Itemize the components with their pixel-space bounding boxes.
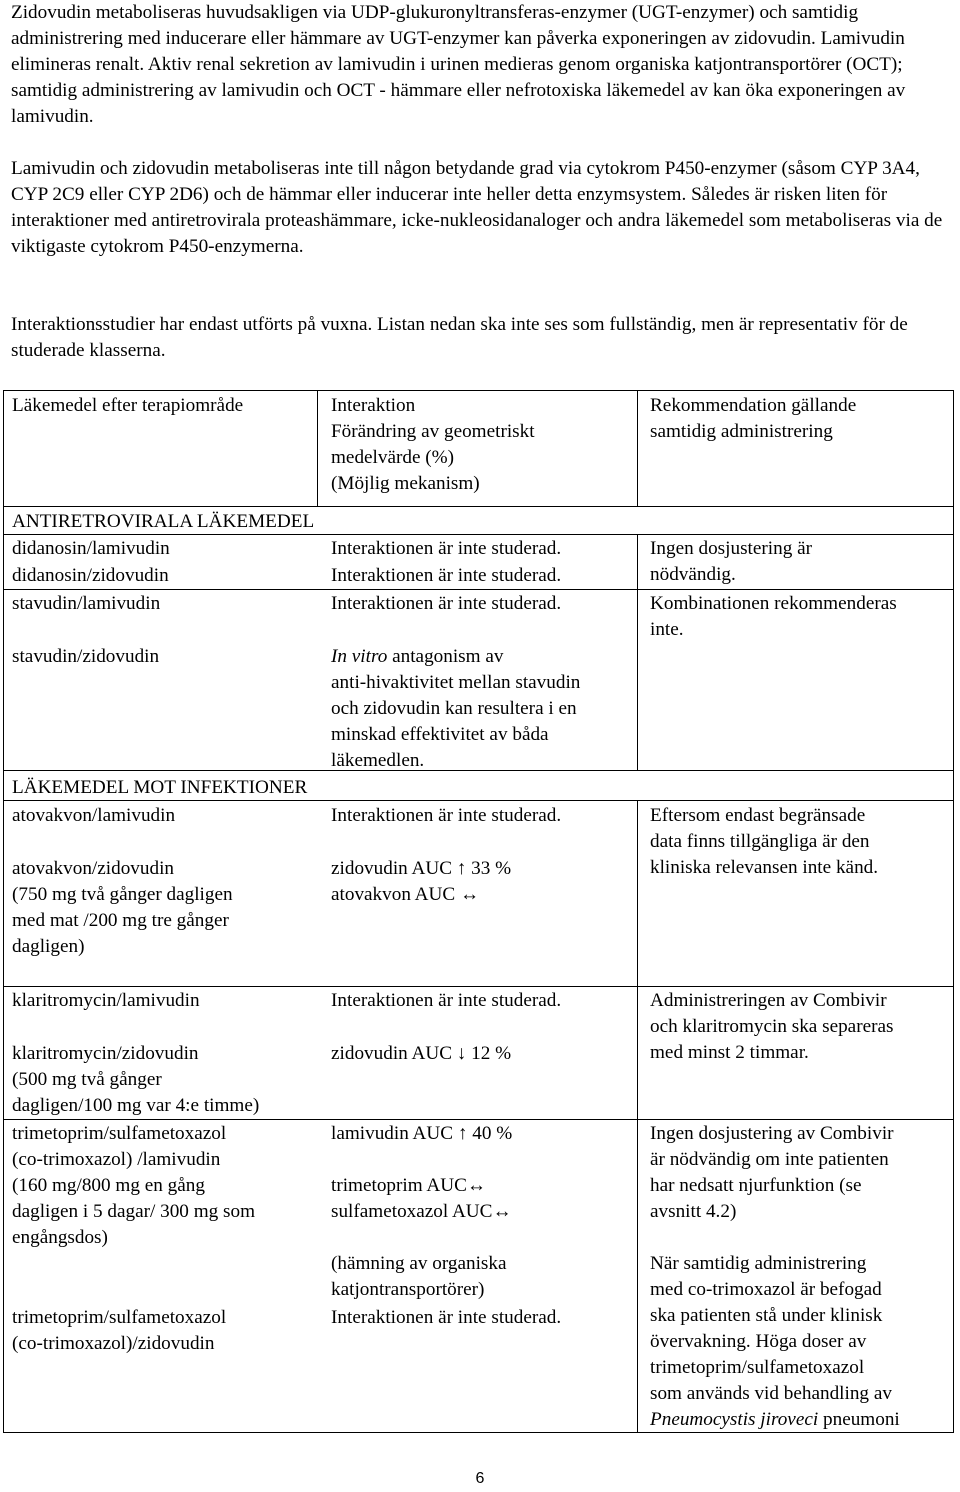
header-interaction-line: medelvärde (%): [331, 447, 455, 468]
interaction-cell: [331, 856, 511, 908]
interaction-cell: Interaktionen är inte studerad.: [331, 805, 562, 826]
paragraph-studies: Interaktionsstudier har endast utförts på vuxna. Listan nedan ska inte ses som fullständig, men är representativ för de studerade klasserna.: [11, 314, 908, 361]
interaction-line: (hämning av organiska: [331, 1253, 507, 1274]
interaction-cell: Interaktionen är inte studerad.: [331, 1307, 562, 1328]
drug-pair-cell: klaritromycin/lamivudin: [12, 990, 200, 1011]
drug-pair-cell: stavudin/lamivudin: [12, 593, 161, 614]
recommendation-line: Kombinationen rekommenderas: [650, 593, 897, 614]
recommendation-cell: [650, 1121, 894, 1225]
in-vitro-italic: In vitro: [331, 646, 388, 667]
interaction-line: minskad effektivitet av båda: [331, 724, 549, 745]
drug-pair-line: (co-trimoxazol) /lamivudin: [12, 1149, 221, 1170]
row-divider: [3, 1119, 954, 1120]
interaction-line: och zidovudin kan resultera i en: [331, 698, 577, 719]
interaction-cell: Interaktionen är inte studerad.: [331, 565, 562, 586]
drug-pair-cell: didanosin/lamivudin: [12, 538, 170, 559]
recommendation-line: inte.: [650, 619, 684, 640]
interaction-cell: [331, 644, 580, 774]
drug-pair-line: trimetoprim/sulfametoxazol: [12, 1123, 227, 1144]
interaction-line: anti-hivaktivitet mellan stavudin: [331, 672, 581, 693]
interaction-line: trimetoprim AUC↔: [331, 1175, 487, 1196]
recommendation-line: data finns tillgängliga är den: [650, 831, 870, 852]
header-interaction: [331, 393, 535, 497]
paragraph-metabolism: Zidovudin metaboliseras huvudsakligen via UDP-glukuronyltransferas-enzymer (UGT-enzymer) och samtidig administrering med inducerare eller hämmare av UGT-enzymer kan påverka exponeringen av zidovudin. Lamivudin elimineras renalt. Aktiv renal sekretion av lamivudin i urinen medieras genom organiska katjontransportörer (OCT); samtidig administrering av lamivudin och OCT - hämmare eller nefrotoxiska läkemedel av kan öka exponeringen av lamivudin.: [11, 2, 906, 127]
interaction-line-text: antagonism av: [387, 646, 504, 667]
header-interaction-line: Förändring av geometriskt: [331, 421, 535, 442]
recommendation-line: nödvändig.: [650, 564, 736, 585]
drug-pair-line: (160 mg/800 mg en gång: [12, 1175, 205, 1196]
column-divider: [637, 390, 638, 507]
recommendation-line: avsnitt 4.2): [650, 1201, 737, 1222]
interaction-line: katjontransportörer): [331, 1279, 485, 1300]
header-recommendation-line: Rekommendation gällande: [650, 395, 857, 416]
recommendation-cell: [650, 536, 812, 588]
drug-pair-line: klaritromycin/zidovudin: [12, 1043, 199, 1064]
drug-pair-line: (co-trimoxazol)/zidovudin: [12, 1333, 215, 1354]
header-recommendation: [650, 393, 856, 445]
table-border-left: [3, 390, 4, 1433]
drug-pair-line: dagligen/100 mg var 4:e timme): [12, 1095, 260, 1116]
interaction-line: zidovudin AUC ↑ 33 %: [331, 858, 512, 879]
interaction-line: [331, 644, 580, 670]
drug-pair-line: med mat /200 mg tre gånger: [12, 910, 229, 931]
recommendation-line: Ingen dosjustering är: [650, 538, 812, 559]
drug-pair-line: atovakvon/zidovudin: [12, 858, 174, 879]
interaction-line: atovakvon AUC ↔: [331, 884, 480, 905]
paragraph-cytochrome: Lamivudin och zidovudin metaboliseras inte till någon betydande grad via cytokrom P450-enzymer (såsom CYP 3A4, CYP 2C9 eller CYP 2D6) och de hämmar eller inducerar inte heller detta enzymsystem. Således är risken liten för interaktioner med antiretrovirala proteashämmare, icke-nukleosidanaloger och andra läkemedel som metaboliseras via de viktigaste cytokrom P450-enzymerna.: [11, 158, 943, 257]
pneumocystis-italic: Pneumocystis jiroveci: [650, 1409, 819, 1430]
section-title-antiretroviral: ANTIRETROVIRALA LÄKEMEDEL: [12, 511, 315, 532]
drug-pair-cell: [12, 1305, 226, 1357]
drug-pair-line: (750 mg två gånger dagligen: [12, 884, 233, 905]
recommendation-cell: [650, 1251, 900, 1433]
column-divider: [637, 800, 638, 1432]
recommendation-line: trimetoprim/sulfametoxazol: [650, 1357, 865, 1378]
interaction-cell: lamivudin AUC ↑ 40 %: [331, 1123, 513, 1144]
drug-pair-line: dagligen i 5 dagar/ 300 mg som: [12, 1201, 256, 1222]
interaction-line: läkemedlen.: [331, 750, 425, 771]
recommendation-line: ska patienten stå under klinisk: [650, 1305, 883, 1326]
drug-pair-cell: didanosin/zidovudin: [12, 565, 169, 586]
interaction-cell: [331, 1173, 512, 1225]
drug-pair-cell: stavudin/zidovudin: [12, 646, 160, 667]
recommendation-line: Ingen dosjustering av Combivir: [650, 1123, 894, 1144]
interaction-cell: zidovudin AUC ↓ 12 %: [331, 1043, 512, 1064]
table-border-right: [953, 390, 954, 1433]
recommendation-line: När samtidig administrering: [650, 1253, 867, 1274]
recommendation-line: med co-trimoxazol är befogad: [650, 1279, 882, 1300]
header-recommendation-line: samtidig administrering: [650, 421, 833, 442]
section-title-infections: LÄKEMEDEL MOT INFEKTIONER: [12, 777, 308, 798]
drug-pair-cell: atovakvon/lamivudin: [12, 805, 176, 826]
recommendation-line: kliniska relevansen inte känd.: [650, 857, 879, 878]
column-divider: [317, 390, 318, 507]
recommendation-line: som används vid behandling av: [650, 1383, 892, 1404]
recommendation-line: med minst 2 timmar.: [650, 1042, 809, 1063]
recommendation-cell: [650, 803, 878, 881]
recommendation-cell: [650, 591, 897, 643]
recommendation-line: Eftersom endast begränsade: [650, 805, 866, 826]
interaction-cell: Interaktionen är inte studerad.: [331, 538, 562, 559]
interaction-line: sulfametoxazol AUC↔: [331, 1201, 512, 1222]
drug-pair-cell: [12, 856, 233, 960]
header-drug: Läkemedel efter terapiområde: [12, 395, 244, 416]
recommendation-line: har nedsatt njurfunktion (se: [650, 1175, 862, 1196]
drug-pair-line: (500 mg två gånger: [12, 1069, 162, 1090]
header-interaction-line: Interaktion: [331, 395, 416, 416]
row-divider: [3, 986, 954, 987]
row-divider: [3, 589, 954, 590]
recommendation-line: är nödvändig om inte patienten: [650, 1149, 889, 1170]
recommendation-line-tail: pneumoni: [818, 1409, 900, 1430]
table-border-top: [3, 390, 954, 391]
drug-pair-cell: [12, 1121, 255, 1251]
column-divider: [637, 534, 638, 771]
recommendation-line: [650, 1407, 900, 1433]
recommendation-cell: [650, 988, 893, 1066]
drug-pair-line: engångsdos): [12, 1227, 108, 1248]
interaction-cell: Interaktionen är inte studerad.: [331, 593, 562, 614]
interaction-cell: [331, 1251, 507, 1303]
row-divider: [3, 506, 954, 507]
recommendation-line: övervakning. Höga doser av: [650, 1331, 867, 1352]
recommendation-line: och klaritromycin ska separeras: [650, 1016, 894, 1037]
page-number: 6: [475, 1470, 485, 1487]
recommendation-line: Administreringen av Combivir: [650, 990, 887, 1011]
drug-pair-line: dagligen): [12, 936, 85, 957]
drug-pair-line: trimetoprim/sulfametoxazol: [12, 1307, 227, 1328]
drug-pair-cell: [12, 1041, 259, 1119]
header-interaction-line: (Möjlig mekanism): [331, 473, 480, 494]
interaction-cell: Interaktionen är inte studerad.: [331, 990, 562, 1011]
